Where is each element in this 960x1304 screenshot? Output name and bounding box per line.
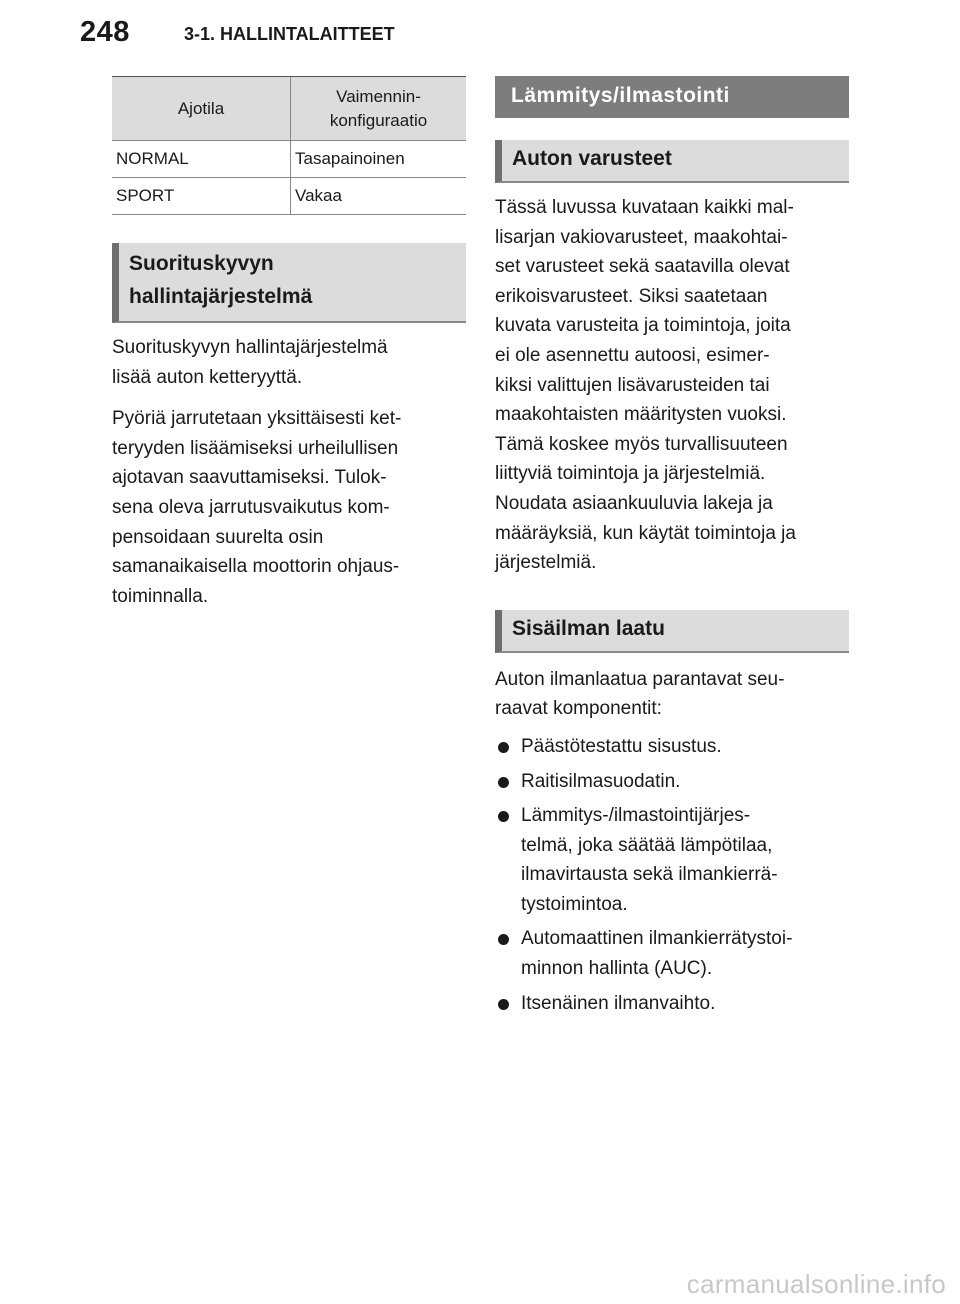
bullet-icon <box>498 934 509 945</box>
air-quality-heading: Sisäilman laatu <box>495 610 849 653</box>
table-row <box>112 178 466 215</box>
climate-section-heading: Lämmitys/ilmastointi <box>495 76 849 118</box>
list-item <box>495 801 849 919</box>
table-header-mode: Ajotila <box>112 77 291 141</box>
air-quality-intro: Auton ilmanlaatua parantavat seu- raavat komponentit: <box>495 668 785 720</box>
page-number: 248 <box>80 16 130 48</box>
right-column <box>495 76 849 1023</box>
driving-mode-table <box>112 76 466 215</box>
table-cell: NORMAL <box>112 141 291 178</box>
performance-paragraph-2: Pyöriä jarrutetaan yksittäisesti ket- teryyden lisäämiseksi urheilullisen ajotavan saavuttamiseksi. Tulok- sena oleva jarrutusvaikutus kom- pensoidaan suurelta osin samanaikaisella moottorin ohjaus- toiminnalla. <box>112 408 402 607</box>
list-item <box>495 924 849 983</box>
performance-paragraph-1: Suorituskyvyn hallintajärjestelmä lisää auton ketteryyttä. <box>112 337 388 388</box>
list-item-text: Automaattinen ilmankierrätystoi- minnon hallinta (AUC). <box>521 928 793 980</box>
performance-heading: Suorituskyvyn hallintajärjestelmä <box>112 243 466 323</box>
air-quality-list <box>495 732 849 1018</box>
table-row <box>112 141 466 178</box>
list-item-text: Raitisilmasuodatin. <box>521 770 681 792</box>
table-cell: Vakaa <box>291 178 467 215</box>
bullet-icon <box>498 999 509 1010</box>
list-item-text: Itsenäinen ilmanvaihto. <box>521 992 716 1014</box>
list-item <box>495 989 849 1019</box>
bullet-icon <box>498 742 509 753</box>
list-item <box>495 732 849 762</box>
watermark: carmanualsonline.info <box>686 1269 946 1299</box>
table-header-row <box>112 77 466 141</box>
bullet-icon <box>498 777 509 788</box>
bullet-icon <box>498 811 509 822</box>
table-cell: Tasapainoinen <box>291 141 467 178</box>
list-item-text: Lämmitys-/ilmastointijärjes- telmä, joka säätää lämpötilaa, ilmavirtausta sekä ilmankierrä- tystoimintoa. <box>521 805 778 915</box>
list-item <box>495 767 849 797</box>
chapter-title: 3-1. HALLINTALAITTEET <box>184 24 395 44</box>
list-item-text: Päästötestattu sisustus. <box>521 735 722 757</box>
equipment-paragraph: Tässä luvussa kuvataan kaikki mal- lisarjan vakiovarusteet, maakohtai- set varusteet sekä saatavilla olevat erikoisvarusteet. Siksi saatetaan kuvata varusteita ja toimintoja, joita ei ole asennettu autoosi, esimer- kiksi valittujen lisävarusteiden tai maakohtaisten määritysten vuoksi. Tämä koskee myös turvallisuuteen liittyviä toimintoja ja järjestelmiä. Noudata asiaankuuluvia lakeja ja määräyksiä, kun käytät toimintoja ja järjestelmiä. <box>495 197 796 574</box>
equipment-heading: Auton varusteet <box>495 140 849 183</box>
left-column <box>112 76 466 611</box>
table-cell: SPORT <box>112 178 291 215</box>
table-header-damper: Vaimennin- konfiguraatio <box>291 77 467 141</box>
